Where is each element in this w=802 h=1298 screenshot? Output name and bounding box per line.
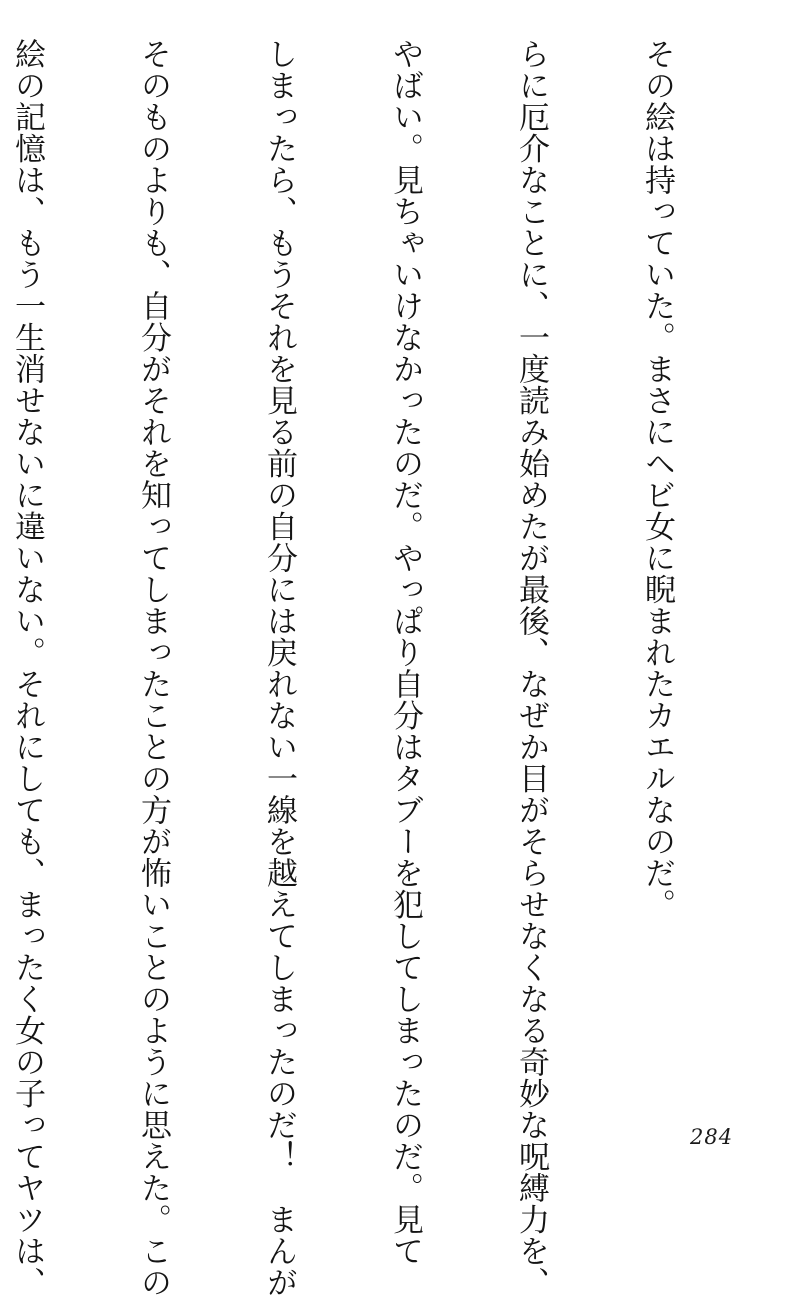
text-line: やばい。見ちゃいけなかったのだ。やっぱり自分はタブーを犯してしまったのだ。見て — [387, 38, 423, 1267]
text-line: らに厄介なことに、一度読み始めたが最後、なぜか目がそらせなくなる奇妙な呪縛力を、 — [513, 38, 549, 1298]
text-line: そのものよりも、自分がそれを知ってしまったことの方が怖いことのように思えた。この — [135, 38, 171, 1298]
text-line: その絵は持っていた。まさにヘビ女に睨まれたカエルなのだ。 — [639, 38, 675, 920]
text-line: 絵の記憶は、もう一生消せないに違いない。それにしても、まったく女の子ってヤツは、 — [9, 38, 45, 1298]
text-line: しまったら、もうそれを見る前の自分には戻れない一線を越えてしまったのだ！ まんが — [261, 38, 297, 1298]
page-number: 284 — [690, 1125, 734, 1149]
